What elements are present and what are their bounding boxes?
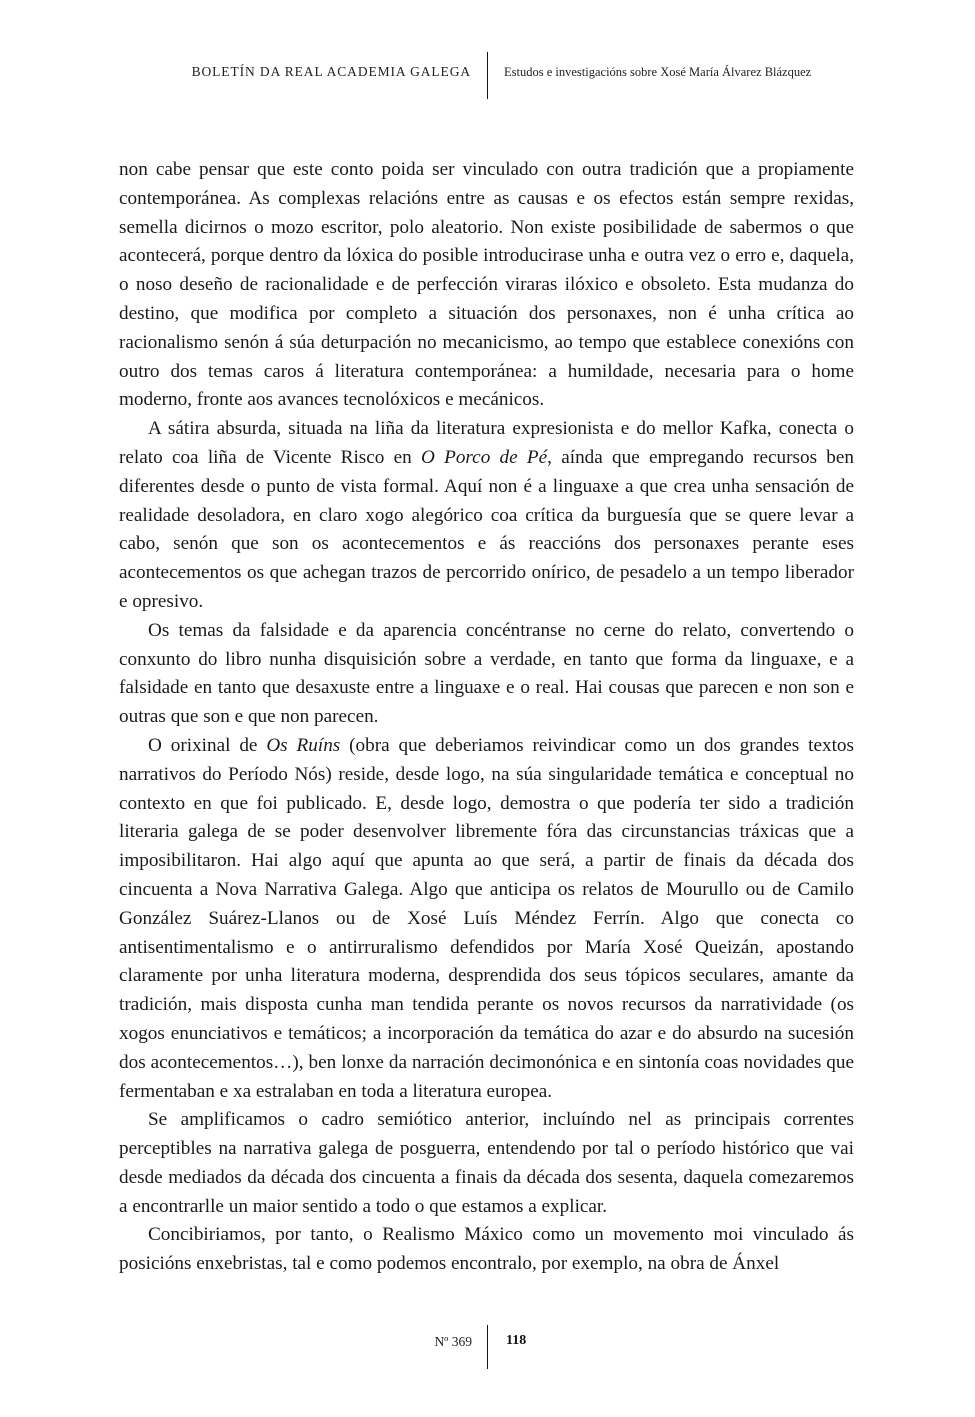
- paragraph-2: [119, 415, 854, 617]
- header-divider: [487, 52, 488, 99]
- section-title: Estudos e investigacións sobre Xosé María Álvarez Blázquez: [504, 65, 812, 79]
- paragraph-4-title-os-ruins: Os Ruíns: [266, 734, 341, 756]
- paragraph-6: [119, 1221, 854, 1279]
- paragraph-1: [119, 156, 854, 415]
- paragraph-4-text-a: O orixinal de: [148, 734, 267, 756]
- paragraph-2-text-b: , aínda que empregando recursos ben diferentes desde o punto de vista formal. Aquí non é a linguaxe a que crea unha sensación de realidade desoladora, en claro xogo alegórico coa crítica da burguesía que se quere levar a cabo, senón que son os acontecementos e ás reaccións dos personaxes perante eses acontecementos os que achegan trazos de percorrido onírico, de pesadelo a un tempo liberador e opresivo.: [119, 446, 854, 612]
- paragraph-2-text-a: A sátira absurda, situada na liña da literatura expresionista e do mellor Kafka, conecta o relato coa liña de Vicente Risco en: [119, 418, 854, 468]
- article-body: [119, 156, 854, 1279]
- paragraph-4: [119, 732, 854, 1106]
- issue-number: Nº 369: [434, 1334, 472, 1349]
- paragraph-5: [119, 1106, 854, 1221]
- page-number: 118: [506, 1333, 527, 1348]
- paragraph-6-text: Concibiriamos, por tanto, o Realismo Máxico como un movemento moi vinculado ás posicións enxebristas, tal e como podemos encontralo, por exemplo, na obra de Ánxel: [119, 1224, 854, 1275]
- paragraph-1-text: non cabe pensar que este conto poida ser vinculado con outra tradición que a propiamente contemporánea. As complexas relacións entre as causas e os efectos están sempre rexidas, semella dicirnos o mozo escritor, polo aleatorio. Non existe posibilidade de sabermos o que acontecerá, porque dentro da lóxica do posible introducirase unha e outra vez o erro e, daquela, o noso deseño de racionalidade e de perfección viraras ilóxico e obsoleto. Esta mudanza do destino, que modifica por completo a situación dos personaxes, non é unha crítica ao racionalismo senón á súa deturpación no mecanicismo, ao tempo que establece conexións con outro dos temas caros á literatura contemporánea: a humildade, necesaria para o home moderno, fronte aos avances tecnolóxicos e mecánicos.: [119, 159, 854, 411]
- paragraph-3-text: Os temas da falsidade e da aparencia concéntranse no cerne do relato, convertendo o conxunto do libro nunha disquisición sobre a verdade, en tanto que forma da linguaxe, e a falsidade en tanto que desaxuste entre a linguaxe e o real. Hai cousas que parecen e non son e outras que son e que non parecen.: [119, 619, 854, 728]
- paragraph-2-title-porco-de-pe: O Porco de Pé: [421, 446, 548, 468]
- paragraph-3: [119, 617, 854, 732]
- paragraph-4-text-b: (obra que deberiamos reivindicar como un dos grandes textos narrativos do Período Nós) reside, desde logo, na súa singularidade temática e conceptual no contexto en que foi publicado. E, desde logo, demostra o que podería ter sido a tradición literaria galega de se poder desenvolver libremente fóra das circunstancias tráxicas que a imposibilitaron. Hai algo aquí que apunta ao que será, a partir de finais da década dos cincuenta a Nova Narrativa Galega. Algo que anticipa os relatos de Mourullo ou de Camilo González Suárez-Llanos ou de Xosé Luís Méndez Ferrín. Algo que conecta co antisentimentalismo e o antirruralismo defendidos por María Xosé Queizán, apostando claramente por unha literatura moderna, desprendida dos seus tópicos seculares, amante da tradición, mais disposta cunha man tendida perante os novos recursos da narratividade (os xogos enunciativos e temáticos; a incorporación da temática do azar e do absurdo na sucesión dos acontecementos…), ben lonxe da narración decimonónica e en sintonía coas novidades que fermentaban e xa estralaban en toda a literatura europea.: [119, 734, 854, 1102]
- paragraph-5-text: Se amplificamos o cadro semiótico anterior, incluíndo nel as principais correntes perceptibles na narrativa galega de posguerra, entendendo por tal o período histórico que vai desde mediados da década dos cincuenta a finais da década dos sesenta, daquela comezaremos a encontrarlle un maior sentido a todo o que estamos a explicar.: [119, 1109, 854, 1217]
- journal-title: BOLETÍN DA REAL ACADEMIA GALEGA: [191, 64, 471, 79]
- footer-divider: [487, 1325, 488, 1369]
